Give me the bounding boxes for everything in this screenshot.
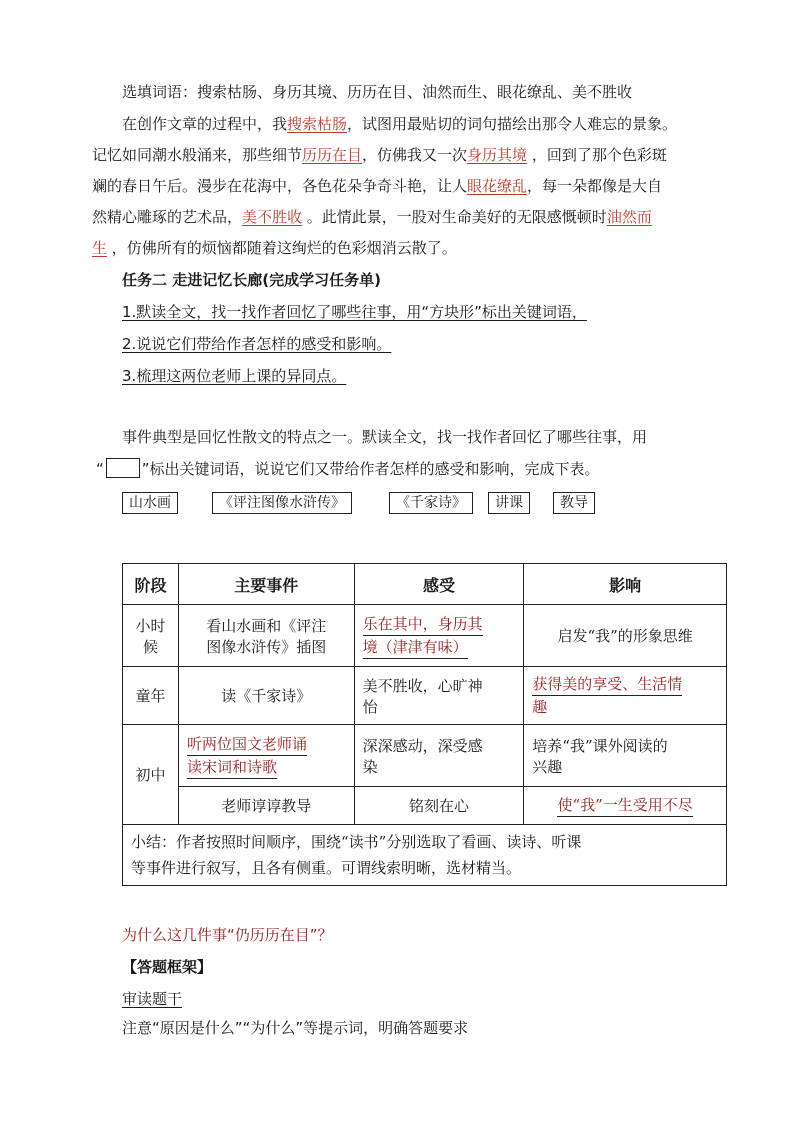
event-cell: 老师谆谆教导	[178, 787, 354, 825]
header-effect: 影响	[524, 564, 727, 605]
summary-cell: 小结：作者按照时间顺序，围绕“读书”分别选取了看画、读诗、听课 等事件进行叙写，且各有侧重。可谓线索明晰，选材精当。	[123, 825, 727, 886]
paragraph-line-4: 然精心雕琢的艺术品，美不胜收 。此情此景，一股对生命美好的无限感慨顿时油然而	[92, 208, 652, 226]
keyword-box: 讲课	[488, 492, 530, 514]
keyword-box: 《千家诗》	[389, 492, 473, 514]
reading-task-table	[122, 563, 727, 886]
paragraph-line-3: 斓的春日午后。漫步在花海中，各色花朵争奇斗艳，让人眼花缭乱，每一朵都像是大自	[92, 177, 663, 195]
answer-blank-6a: 油然而	[606, 208, 652, 226]
step-title: 审读题干	[122, 990, 183, 1008]
header-event: 主要事件	[178, 564, 354, 605]
task-item-3: 3.梳理这两位老师上课的异同点。	[122, 367, 347, 385]
table-row	[123, 787, 727, 825]
table-row	[123, 725, 727, 787]
task-title: 任务二 走进记忆长廊(完成学习任务单)	[122, 271, 381, 289]
instruction-line-2: “ ”标出关键词语，说说它们又带给作者怎样的感受和影响，完成下表。	[96, 460, 600, 478]
step-text: 注意“原因是什么”“为什么”等提示词，明确答题要求	[122, 1019, 469, 1037]
effect-cell: 启发“我”的形象思维	[524, 605, 727, 667]
effect-cell: 使“我”一生受用不尽	[524, 787, 727, 825]
effect-cell: 获得美的享受、生活情 趣	[524, 667, 727, 725]
question-text: 为什么这几件事“仍历历在目”？	[122, 926, 333, 944]
feeling-cell: 深深感动，深受感 染	[354, 725, 524, 787]
event-cell: 看山水画和《评注 图像水浒传》插图	[178, 605, 354, 667]
summary-row	[123, 825, 727, 886]
answer-blank-1: 搜索枯肠	[287, 115, 348, 133]
task-item-1: 1.默读全文，找一找作者回忆了哪些往事，用“方块形”标出关键词语，	[122, 303, 587, 321]
event-cell: 听两位国文老师诵 读宋词和诗歌	[178, 725, 354, 787]
keyword-box: 教导	[553, 492, 595, 514]
answer-blank-2: 历历在目	[302, 146, 363, 164]
paragraph-line-2: 记忆如同潮水般涌来，那些细节历历在目，仿佛我又一次身历其境 ，回到了那个色彩斑	[92, 146, 667, 164]
keyword-box: 《评注图像水浒传》	[212, 492, 352, 514]
effect-cell: 培养“我”课外阅读的 兴趣	[524, 725, 727, 787]
keyword-box: 山水画	[122, 492, 178, 514]
feeling-cell: 铭刻在心	[354, 787, 524, 825]
header-stage: 阶段	[123, 564, 179, 605]
answer-blank-5: 美不胜收	[242, 208, 303, 226]
table-row	[123, 667, 727, 725]
instruction-line-1: 事件典型是回忆性散文的特点之一。默读全文，找一找作者回忆了哪些往事，用	[122, 428, 648, 446]
framework-title: 【答题框架】	[122, 958, 213, 976]
square-mark-box	[106, 458, 140, 478]
feeling-cell: 美不胜收，心旷神 怡	[354, 667, 524, 725]
answer-blank-4: 眼花缭乱	[467, 177, 528, 195]
feeling-cell: 乐在其中，身历其 境（津津有味）	[354, 605, 524, 667]
task-item-2: 2.说说它们带给作者怎样的感受和影响。	[122, 335, 392, 353]
stage-cell: 小时 候	[123, 605, 179, 667]
event-cell: 读《千家诗》	[178, 667, 354, 725]
answer-blank-6b: 生	[92, 239, 108, 257]
stage-cell: 童年	[123, 667, 179, 725]
stage-cell: 初中	[123, 725, 179, 825]
word-choice-line: 选填词语：搜索枯肠、身历其境、历历在目、油然而生、眼花缭乱、美不胜收	[122, 83, 633, 101]
paragraph-line-5: 生 ，仿佛所有的烦恼都随着这绚烂的色彩烟消云散了。	[92, 239, 457, 257]
table-header-row	[123, 564, 727, 605]
paragraph-line-1: 在创作文章的过程中，我搜索枯肠，试图用最贴切的词句描绘出那令人难忘的景象。	[122, 115, 678, 133]
answer-blank-3: 身历其境	[467, 146, 528, 164]
header-feeling: 感受	[354, 564, 524, 605]
table-row	[123, 605, 727, 667]
